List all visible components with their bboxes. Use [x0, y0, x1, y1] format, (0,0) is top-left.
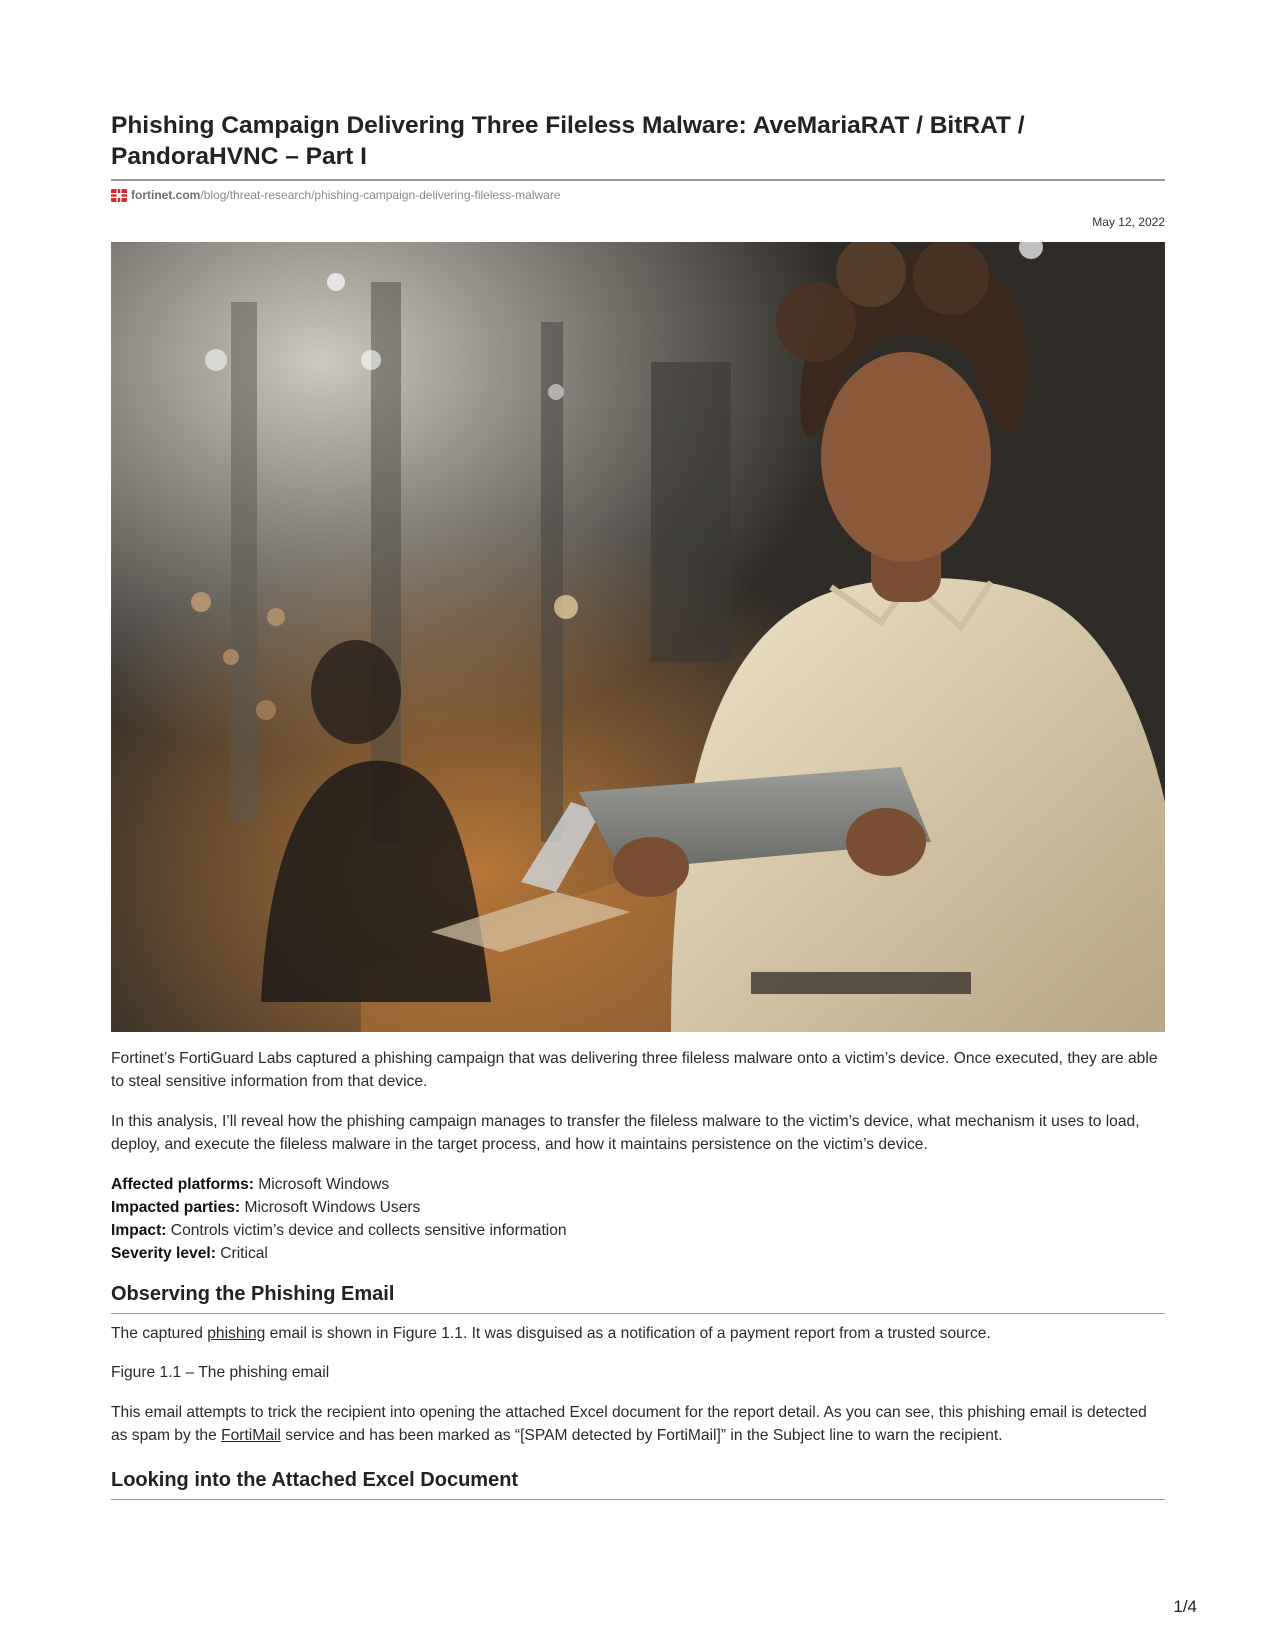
source-line: [111, 187, 1165, 203]
hero-image: [111, 242, 1165, 1032]
impacted-parties: Impacted parties: Microsoft Windows Users: [111, 1199, 421, 1216]
page-title: Phishing Campaign Delivering Three Fileless Malware: AveMariaRAT / BitRAT / PandoraHVNC – Part I: [111, 112, 1025, 170]
severity-level: Severity level: Critical: [111, 1245, 268, 1262]
section1-paragraph-2: This email attempts to trick the recipient into opening the attached Excel document for the report detail. As you can see, this phishing email is detected as spam by the FortiMail service and has been marked as “[SPAM detected by FortiMail]” in the Subject line to warn the recipient.: [111, 1404, 1147, 1444]
intro-paragraph-1: Fortinet’s FortiGuard Labs captured a phishing campaign that was delivering three fileless malware onto a victim’s device. Once executed, they are able to steal sensitive information from that device.: [111, 1050, 1158, 1090]
phishing-link[interactable]: phishing: [207, 1325, 266, 1342]
intro-paragraph-2: In this analysis, I’ll reveal how the phishing campaign manages to transfer the fileless malware to the victim’s device, what mechanism it uses to load, deploy, and execute the fileless malware in the target process, and how it maintains persistence on the victim’s device.: [111, 1113, 1140, 1153]
publish-date: May 12, 2022: [1092, 215, 1165, 229]
section1-paragraph-1: The captured phishing email is shown in Figure 1.1. It was disguised as a notification of a payment report from a trusted source.: [111, 1325, 991, 1342]
section-divider: [111, 1499, 1165, 1500]
fortinet-logo-icon: [111, 189, 127, 202]
woman-with-tablet-photo: [111, 242, 1165, 1032]
page-number: 1/4: [1173, 1597, 1197, 1616]
title-divider: [111, 179, 1165, 181]
source-path[interactable]: /blog/threat-research/phishing-campaign-delivering-fileless-malware: [200, 188, 561, 202]
fortimail-link[interactable]: FortiMail: [221, 1427, 281, 1444]
source-domain-link[interactable]: fortinet.com: [131, 188, 201, 202]
affected-platforms: Affected platforms: Microsoft Windows: [111, 1176, 390, 1193]
figure-caption: Figure 1.1 – The phishing email: [111, 1364, 330, 1381]
section-heading-phishing-email: Observing the Phishing Email: [111, 1283, 395, 1305]
article: [111, 110, 1165, 1500]
section-heading-excel-document: Looking into the Attached Excel Document: [111, 1469, 519, 1491]
section-divider: [111, 1313, 1165, 1314]
impact: Impact: Controls victim’s device and collects sensitive information: [111, 1222, 567, 1239]
threat-summary: [111, 1173, 1165, 1265]
